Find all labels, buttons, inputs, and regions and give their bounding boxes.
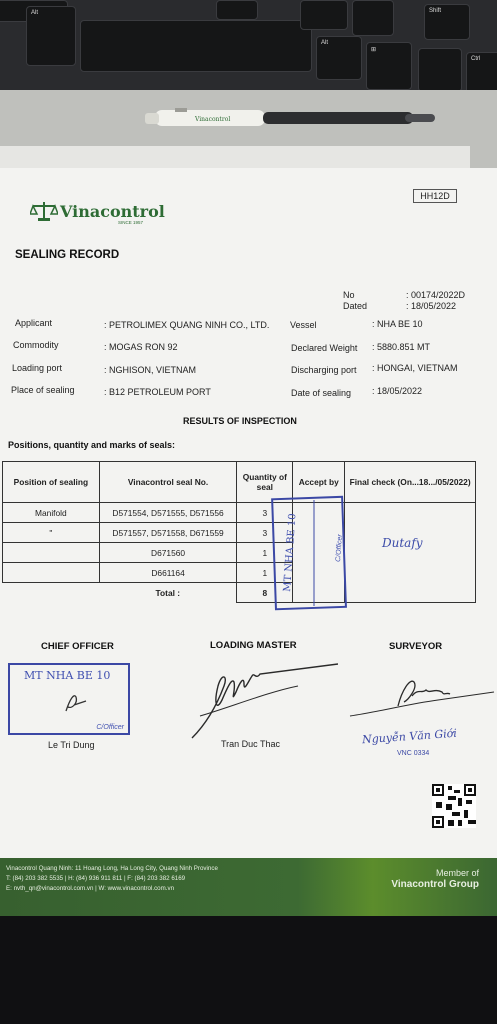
table-row	[3, 503, 476, 523]
document-title: SEALING RECORD	[15, 249, 120, 261]
vessel-stamp-vertical	[270, 492, 350, 616]
cell-qty: 3	[237, 503, 293, 523]
cell-seals: D571557, D571558, D671559	[99, 523, 237, 543]
loading-port-label: Loading port	[12, 363, 63, 373]
declared-weight-label: Declared Weight	[291, 343, 358, 353]
cell-position	[3, 563, 100, 583]
chief-officer-title: CHIEF OFFICER	[41, 641, 114, 652]
applicant-label: Applicant	[15, 318, 53, 328]
keyboard-key	[352, 0, 394, 36]
no-label: No	[343, 290, 355, 300]
surveyor-title: SURVEYOR	[389, 641, 443, 652]
no-value: : 00174/2022D	[406, 290, 466, 300]
dated-label: Dated	[343, 301, 368, 311]
commodity-label: Commodity	[13, 340, 59, 350]
place-of-sealing-label: Place of sealing	[11, 385, 75, 395]
cell-position: Manifold	[3, 503, 100, 523]
keyboard-key	[300, 0, 348, 30]
pen	[145, 104, 445, 132]
cell-seals: D571554, D571555, D571556	[99, 503, 237, 523]
cell-seals: D671560	[99, 543, 237, 563]
col-header-quantity: Quantity of seal	[237, 462, 293, 503]
positions-heading: Positions, quantity and marks of seals:	[8, 440, 176, 450]
chief-officer-stamp: MT NHA BE 10 C/Officer	[8, 663, 130, 735]
windows-key: ⊞	[366, 42, 412, 90]
vessel-label: Vessel	[290, 320, 317, 330]
cell-qty: 1	[237, 563, 293, 583]
shift-key: Shift	[424, 4, 470, 40]
loading-master-signature	[188, 652, 338, 742]
svg-text:Vinacontrol: Vinacontrol	[195, 116, 231, 123]
qr-code-icon	[432, 784, 476, 828]
dark-surface	[0, 916, 497, 1024]
col-header-accept-by: Accept by	[293, 462, 345, 503]
seals-table	[2, 461, 476, 603]
loading-master-name: Tran Duc Thac	[221, 739, 281, 749]
declared-weight-value: : 5880.851 MT	[372, 342, 431, 352]
vinacontrol-logo: Vinacontrol	[60, 202, 165, 221]
total-value: 8	[237, 583, 293, 603]
ctrl-key: Ctrl	[466, 52, 497, 98]
cell-position	[3, 543, 100, 563]
col-header-final-check: Final check (On...18.../05/2022)	[345, 462, 476, 503]
discharging-port-label: Discharging port	[291, 365, 357, 375]
cell-seals: D661164	[99, 563, 237, 583]
keyboard-key	[216, 0, 258, 20]
applicant-value: : PETROLIMEX QUANG NINH CO., LTD.	[104, 320, 270, 330]
total-label: Total :	[155, 587, 181, 598]
footer-address: Vinacontrol Quang Ninh: 11 Hoang Long, Ha Long City, Quang Ninh Province T: (84) 203 382 5535 | H: (84) 936 911 811 | F: (84) 203 382 6169 E: nvth_qn@vinacontrol.com.vn | W: www.vinacontrol.com.vn	[6, 865, 218, 892]
svg-text:MT NHA BE 10: MT NHA BE 10	[282, 513, 299, 593]
place-of-sealing-value: : B12 PETROLEUM PORT	[104, 387, 211, 397]
cell-qty: 3	[237, 523, 293, 543]
results-heading: RESULTS OF INSPECTION	[183, 416, 297, 426]
col-header-position: Position of sealing	[3, 462, 100, 503]
col-header-seal-no: Vinacontrol seal No.	[99, 462, 237, 503]
surveyor-name-stamp: Nguyễn Văn Giới	[361, 726, 458, 747]
chief-officer-name: Le Tri Dung	[48, 740, 95, 750]
svg-text:C/Officer: C/Officer	[335, 534, 344, 563]
dated-value: : 18/05/2022	[406, 301, 457, 311]
form-code: HH12D	[413, 189, 457, 203]
menu-key	[418, 48, 462, 92]
table-header-row	[3, 462, 476, 503]
loading-port-value: : NGHISON, VIETNAM	[104, 365, 197, 375]
chief-officer-signature	[60, 687, 90, 715]
document-footer	[0, 858, 497, 916]
alt-key-left: Alt	[26, 6, 76, 66]
surveyor-code: VNC 0334	[397, 750, 430, 757]
logo-tagline: SINCE 1957	[118, 220, 144, 225]
date-of-sealing-label: Date of sealing	[291, 388, 352, 398]
cell-final-check	[345, 503, 476, 603]
commodity-value: : MOGAS RON 92	[104, 342, 178, 352]
footer-member: Member of Vinacontrol Group	[391, 868, 479, 890]
loading-master-title: LOADING MASTER	[210, 640, 297, 651]
cell-position: "	[3, 523, 100, 543]
paper-stack-edge	[0, 146, 470, 168]
final-check-signature: Dutafy	[382, 536, 423, 550]
alt-key-right: Alt	[316, 36, 362, 80]
scales-logo-icon	[30, 200, 58, 222]
discharging-port-value: : HONGAI, VIETNAM	[372, 363, 458, 373]
cell-qty: 1	[237, 543, 293, 563]
date-of-sealing-value: : 18/05/2022	[372, 386, 423, 396]
spacebar	[80, 20, 312, 72]
surveyor-signature	[348, 672, 497, 722]
vessel-value: : NHA BE 10	[372, 319, 423, 329]
